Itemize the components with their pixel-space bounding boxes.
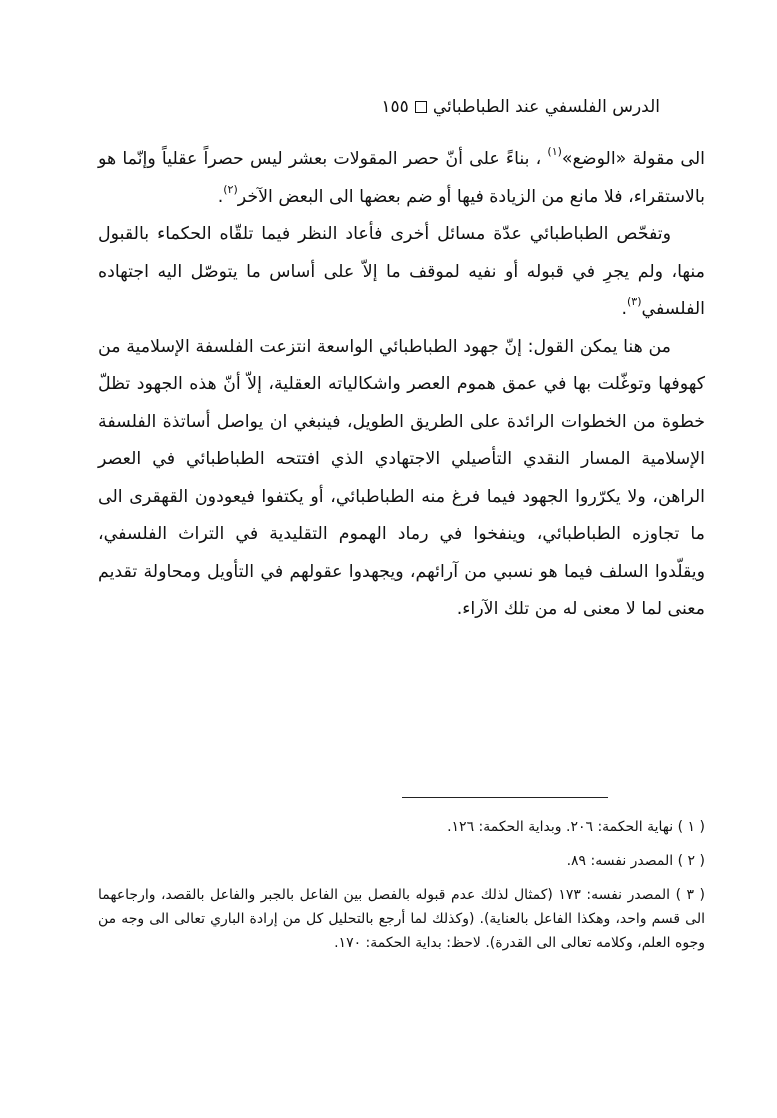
footnote-ref-1: (١) (547, 145, 562, 158)
header-separator-box (415, 101, 427, 113)
header-title: الدرس الفلسفي عند الطباطبائي (432, 97, 660, 117)
footnote-text: المصدر نفسه: ١٧٣ (كمثال لذلك عدم قبوله بالفصل بين الفاعل بالجبر والفاعل بالقصد، وارجاعهما الى قسم واحد، وهكذا الفاعل بالعناية). (وكذلك لما أرجع بالتحليل كل من إرادة الباري تعالى الى وجه من وجوه العلم، وكلامه تعالى الى القدرة). لاحظ: بداية الحكمة: ١٧٠. (98, 887, 705, 951)
footnotes (98, 815, 705, 965)
footnote-marker: ( ٢ ) (677, 853, 705, 869)
footnote-divider (402, 797, 608, 798)
footnote-marker: ( ٣ ) (675, 887, 706, 903)
running-header (100, 94, 660, 120)
footnote-marker: ( ١ ) (677, 819, 705, 835)
paragraph-1: الى مقولة «الوضع»$^{(١)}$ ، بناءً على أنّ حصر المقولات بعشر ليس حصراً عقلياً وإنّما هو بالاستقراء، فلا مانع من الزيادة فيها أو ضم بعضها الى البعض الآخر$^{(٢)}$. (98, 145, 705, 207)
footnote-3 (98, 883, 705, 955)
main-text (98, 141, 705, 629)
footnote-ref-3: (٣) (626, 295, 642, 308)
paragraph-2: وتفحّص الطباطبائي عدّة مسائل أخرى فأعاد النظر فيما تلقّاه الحكماء بالقبول منها، ولم يجرِ في قبوله أو نفيه لموقف ما إلاّ على أساس ما يتوصّل اليه اجتهاده الفلسفي$^{(٣)}$. (98, 224, 705, 319)
footnote-text: المصدر نفسه: ٨٩. (566, 853, 674, 869)
page-number: ١٥٥ (381, 97, 409, 117)
footnote-2 (98, 849, 705, 873)
footnote-ref-2: (٢) (223, 182, 238, 196)
footnote-1 (98, 815, 705, 839)
paragraph-3: من هنا يمكن القول: إنّ جهود الطباطبائي الواسعة انتزعت الفلسفة الإسلامية من كهوفها وتوغّلت بها في عمق هموم العصر واشكالياته العقلية، إلاّ أنّ هذه الجهود تظلّ خطوة من الخطوات الرائدة على الطريق الطويل، فينبغي ان يواصل أساتذة الفلسفة الإسلامية المسار النقدي التأصيلي الاجتهادي الذي افتتحه الطباطبائي في العصر الراهن، ولا يكرّروا الجهود فيما فرغ منه الطباطبائي، أو يكتفوا فيعودون القهقرى الى ما تجاوزه الطباطبائي، وينفخوا في رماد الهموم التقليدية في التراث الفلسفي، ويقلّدوا السلف فيما هو نسبي من آرائهم، ويجهدوا عقولهم في التأويل ومحاولة تقديم معنى لما لا معنى له من تلك الآراء. (98, 336, 705, 619)
footnote-text: نهاية الحكمة: ٢٠٦. وبداية الحكمة: ١٢٦. (447, 819, 674, 835)
